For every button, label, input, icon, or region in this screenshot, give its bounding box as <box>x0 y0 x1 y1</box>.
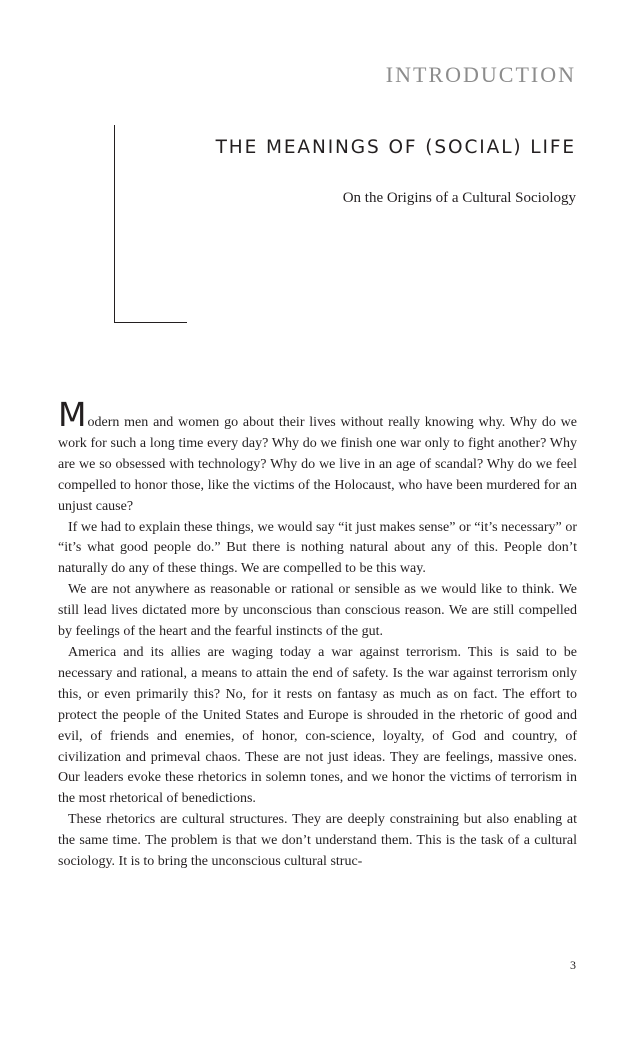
paragraph-3: We are not anywhere as reasonable or rational or sensible as we would like to think. We still lead lives dictated more by unconscious than conscious reason. We are still compelled by feelings of the heart and the fearful instincts of the gut. <box>58 582 577 640</box>
paragraph-2: If we had to explain these things, we would say “it just makes sense” or “it’s necessary” or “it’s what good people do.” But there is nothing natural about any of this. People don’t naturally do any of these things. We are compelled to be this way. <box>58 519 577 577</box>
paragraph-4: America and its allies are waging today a war against terrorism. This is said to be necessary and rational, a means to attain the end of safety. Is the war against terrorism only this, or even primarily this? No, for it rests on fantasy as much as on fact. The effort to protect the people of the United States and Europe is shrouded in the rhetoric of good and evil, of friends and enemies, of honor, con-science, loyalty, of God and country, of civilization and primeval chaos. These are not just ideas. They are feelings, massive ones. Our leaders evoke these rhetorics in solemn tones, and we honor the victims of terrorism in the most rhetorical of benedictions. <box>58 644 577 807</box>
body-text <box>58 395 577 873</box>
chapter-title: THE MEANINGS OF (SOCIAL) LIFE <box>215 137 576 158</box>
paragraph-5: These rhetorics are cultural structures. They are deeply constraining but also enabling at the same time. The problem is that we don’t understand them. This is the task of a cultural sociology. It is to bring the unconscious cultural struc- <box>58 812 577 870</box>
section-label: INTRODUCTION <box>385 62 576 87</box>
paragraph-1-text: odern men and women go about their lives without really knowing why. Why do we work for such a long time every day? Why do we finish one war only to fight another? Why are we so obsessed with technology? Why do we live in an age of scandal? Why do we feel compelled to honor those, like the victims of the Holocaust, who have been murdered for an unjust cause? <box>58 415 577 514</box>
chapter-subtitle: On the Origins of a Cultural Sociology <box>342 190 576 206</box>
title-bracket-vertical-rule <box>114 125 115 323</box>
paragraph-1 <box>58 395 577 518</box>
title-bracket-horizontal-rule <box>114 322 187 323</box>
drop-cap: M <box>58 395 87 434</box>
page-number: 3 <box>570 958 576 972</box>
